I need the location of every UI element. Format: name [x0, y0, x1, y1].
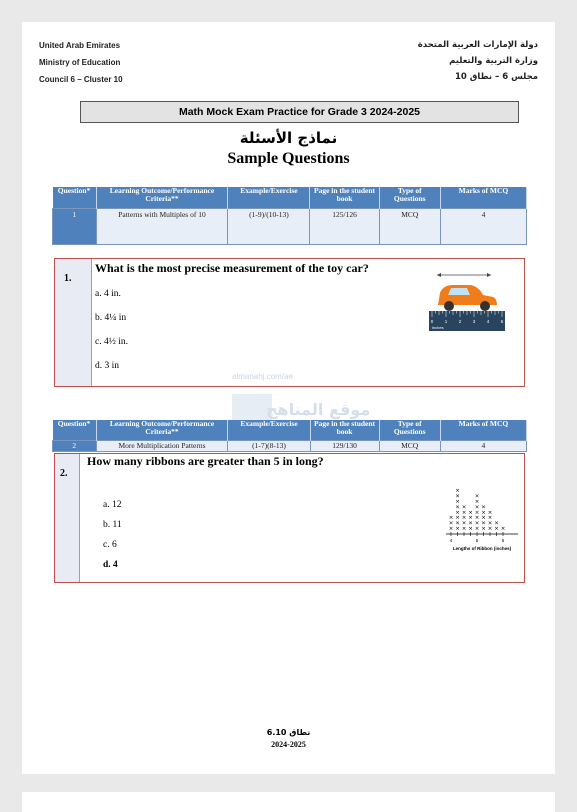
- q1-option-d[interactable]: d. 3 in: [95, 361, 120, 371]
- q1-option-a[interactable]: a. 4 in.: [95, 289, 121, 299]
- q1-option-b[interactable]: b. 4¼ in: [95, 313, 127, 323]
- question-2-box: [54, 453, 525, 583]
- col-outcome: Learning Outcome/Performance Criteria**: [96, 187, 228, 208]
- english-title: Sample Questions: [227, 150, 350, 167]
- col-example: Example/Exercise: [228, 420, 310, 440]
- cell-marks: 4: [440, 208, 526, 244]
- col-marks: Marks of MCQ: [440, 187, 526, 208]
- plot-x-mark: ×: [448, 520, 454, 527]
- plot-x-mark: ×: [455, 526, 460, 532]
- col-example: Example/Exercise: [228, 187, 310, 208]
- question-2-text: How many ribbons are greater than 5 in long?: [87, 454, 324, 468]
- ruler-tick-label: 2: [458, 319, 462, 324]
- exam-banner: Math Mock Exam Practice for Grade 3 2024-2025: [80, 101, 519, 123]
- col-type: Type of Questions: [379, 187, 440, 208]
- question-1-number-cell: [55, 259, 92, 386]
- plot-x-mark: ×: [481, 504, 486, 511]
- next-page-edge: [22, 792, 555, 812]
- cell-question: 1: [53, 208, 97, 244]
- plot-x-mark: ×: [468, 520, 473, 527]
- plot-x-mark: ×: [494, 526, 499, 532]
- plot-x-mark: ×: [468, 515, 473, 522]
- plot-x-mark: ×: [481, 509, 486, 516]
- header-ministry: Ministry of Education: [39, 58, 121, 67]
- plot-x-mark: ×: [468, 526, 473, 532]
- plot-x-mark: ×: [461, 520, 467, 527]
- plot-x-mark: ×: [461, 509, 467, 516]
- question-1-number: 1.: [64, 273, 72, 284]
- plot-x-mark: ×: [481, 526, 486, 532]
- q2-option-d[interactable]: d. 4: [103, 560, 118, 570]
- question-2-number: 2.: [60, 468, 68, 479]
- header-right: [418, 37, 538, 85]
- header-council-ar: مجلس 6 – نطاق 10: [455, 72, 538, 82]
- ruler-tick-label: 3: [472, 319, 476, 324]
- cell-page: 129/130: [310, 440, 379, 451]
- toy-car-ruler-image: [429, 269, 509, 333]
- table-row: [53, 208, 527, 244]
- q2-option-c[interactable]: c. 6: [103, 540, 117, 550]
- q1-option-c[interactable]: c. 4½ in.: [95, 337, 128, 347]
- header-country-ar: دولة الإمارات العربية المتحدة: [417, 40, 538, 50]
- q2-option-a[interactable]: a. 12: [103, 500, 122, 510]
- plot-x-mark: ×: [461, 515, 467, 522]
- col-page: Page in the student book: [310, 420, 379, 440]
- ruler-unit-label: inches: [432, 325, 444, 330]
- plot-x-mark: ×: [461, 504, 467, 511]
- plot-tick-label: 4: [449, 538, 453, 543]
- plot-x-mark: ×: [487, 509, 493, 516]
- cell-outcome: Patterns with Multiples of 10: [96, 208, 228, 244]
- footer-cluster: نطاق 6.10: [266, 728, 311, 737]
- arabic-title: نماذج الأسئلة: [239, 129, 338, 147]
- plot-x-mark: ×: [448, 515, 454, 522]
- plot-x-mark: ×: [474, 509, 480, 516]
- plot-x-mark: ×: [494, 520, 499, 527]
- header-country: United Arab Emirates: [39, 41, 121, 50]
- plot-x-mark: ×: [455, 520, 460, 527]
- plot-x-mark: ×: [500, 526, 506, 532]
- plot-tick-label: 5: [475, 538, 479, 543]
- car-window: [448, 288, 470, 295]
- exam-page: [22, 22, 555, 774]
- car-wheel-back: [444, 301, 454, 311]
- ruler-tick-label: 5: [500, 319, 504, 324]
- plot-x-mark: ×: [474, 493, 480, 500]
- col-question: Question*: [53, 187, 97, 208]
- plot-x-mark: ×: [455, 515, 460, 522]
- cell-example: (1-9)/(10-13): [228, 208, 310, 244]
- plot-x-mark: ×: [474, 499, 480, 505]
- plot-tick-labels: [450, 538, 505, 543]
- plot-x-mark: ×: [448, 526, 454, 532]
- plot-x-mark: ×: [455, 493, 460, 500]
- plot-x-mark: ×: [487, 520, 493, 527]
- plot-x-marks: [449, 488, 506, 532]
- plot-x-mark: ×: [455, 488, 460, 495]
- question-2-number-cell: [55, 454, 80, 582]
- cell-type: MCQ: [379, 440, 440, 451]
- col-outcome: Learning Outcome/Performance Criteria**: [96, 420, 228, 440]
- q2-meta-table: [52, 420, 527, 452]
- col-question: Question*: [53, 420, 97, 440]
- ruler-tick-label: 1: [444, 319, 448, 324]
- footer-year: 2024-2025: [271, 740, 306, 749]
- plot-tick-label: 6: [501, 538, 505, 543]
- measure-arrow-left: [437, 273, 441, 277]
- plot-x-mark: ×: [474, 504, 480, 511]
- col-page: Page in the student book: [310, 187, 379, 208]
- cell-outcome: More Multiplication Patterns: [96, 440, 228, 451]
- question-1-box: [54, 258, 525, 387]
- col-type: Type of Questions: [379, 420, 440, 440]
- cell-type: MCQ: [379, 208, 440, 244]
- cell-marks: 4: [440, 440, 526, 451]
- cell-example: (1-7)(8-13): [228, 440, 310, 451]
- plot-axis-label: Lengths of Ribbon (inches): [452, 546, 512, 551]
- plot-x-mark: ×: [461, 526, 467, 532]
- header-ministry-ar: وزارة التربية والتعليم: [449, 56, 538, 66]
- footer: [22, 727, 555, 751]
- plot-x-mark: ×: [455, 509, 460, 516]
- plot-x-mark: ×: [481, 520, 486, 527]
- ribbon-line-plot: [443, 482, 521, 554]
- watermark-url: almanahj.com/ae: [232, 372, 293, 381]
- q2-option-b[interactable]: b. 11: [103, 520, 122, 530]
- measure-arrow-right: [487, 273, 491, 277]
- cell-page: 125/126: [310, 208, 379, 244]
- watermark-brand: موقع المناهج: [266, 400, 371, 419]
- header-council: Council 6 – Cluster 10: [39, 75, 123, 84]
- plot-x-mark: ×: [481, 515, 486, 522]
- plot-x-mark: ×: [487, 515, 493, 522]
- header-left: [39, 37, 123, 88]
- plot-x-mark: ×: [487, 526, 493, 532]
- plot-x-mark: ×: [474, 526, 480, 532]
- cell-question: 2: [53, 440, 97, 451]
- ruler-tick-label: 0: [430, 319, 434, 324]
- plot-x-mark: ×: [474, 520, 480, 527]
- plot-x-mark: ×: [455, 504, 460, 511]
- q1-meta-table: [52, 187, 527, 245]
- plot-x-mark: ×: [468, 509, 473, 516]
- plot-x-mark: ×: [474, 515, 480, 522]
- question-1-text: What is the most precise measurement of the toy car?: [95, 261, 369, 275]
- table-row: [53, 440, 527, 451]
- col-marks: Marks of MCQ: [440, 420, 526, 440]
- car-wheel-front: [480, 301, 490, 311]
- plot-x-mark: ×: [455, 499, 460, 505]
- ruler-tick-label: 4: [486, 319, 490, 324]
